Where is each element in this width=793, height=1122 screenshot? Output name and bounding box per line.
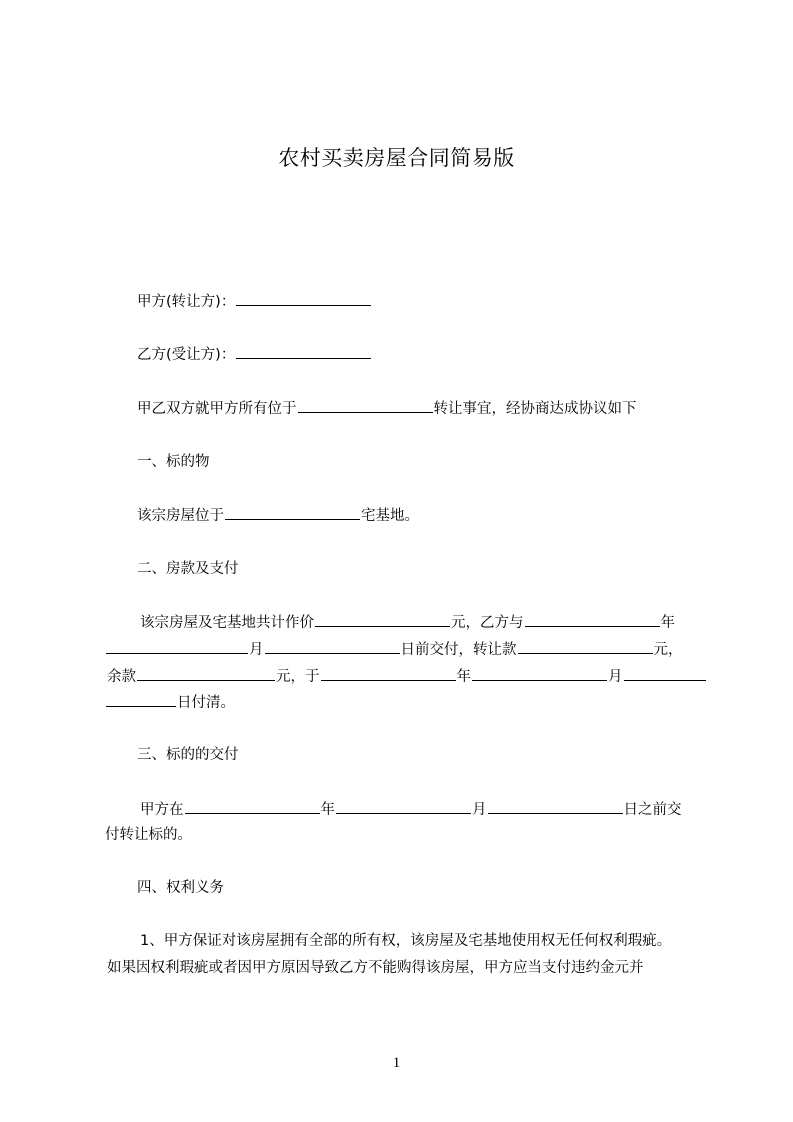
party-b-line: [137, 344, 372, 365]
section2-l3-d: 月: [608, 669, 623, 685]
section2-l3-a: 余款: [107, 669, 136, 685]
section3-heading: 三、标的的交付: [137, 747, 239, 763]
party-b-label: 乙方(受让方)：: [137, 347, 236, 363]
section3-l1-a: 甲方在: [140, 802, 184, 818]
homestead-location-blank[interactable]: [225, 505, 360, 520]
section3-l1-d: 日之前交: [623, 802, 682, 818]
section4-heading: 四、权利义务: [137, 880, 224, 896]
section1-heading: 一、标的物: [137, 454, 210, 470]
delivery-day-blank[interactable]: [488, 799, 623, 814]
section3-line2: 付转让标的。: [105, 827, 192, 843]
section4-item1-line2: 如果因权利瑕疵或者因甲方原因导致乙方不能购得该房屋，甲方应当支付违约金元并: [107, 960, 644, 976]
delivery-year-blank[interactable]: [185, 799, 320, 814]
section2-l3-b: 元，于: [276, 669, 320, 685]
total-price-blank[interactable]: [315, 612, 450, 627]
preamble-after: 转让事宜，经协商达成协议如下: [433, 401, 637, 417]
section3-l1-b: 年: [320, 802, 335, 818]
day-blank-2[interactable]: [624, 666, 706, 681]
section1-text-before: 该宗房屋位于: [137, 508, 224, 524]
section2-l1-c: 年: [660, 615, 675, 631]
party-a-blank[interactable]: [236, 291, 371, 306]
party-b-blank[interactable]: [236, 344, 371, 359]
year-blank-1[interactable]: [525, 612, 660, 627]
balance-amount-blank[interactable]: [137, 666, 275, 681]
section2-l4-a: 日付清。: [177, 695, 235, 711]
section2-line4: [105, 692, 235, 713]
section2-heading: 二、房款及支付: [137, 561, 239, 577]
day-blank-2-cont[interactable]: [106, 692, 176, 707]
transfer-amount-blank[interactable]: [518, 639, 653, 654]
section1-text-after: 宅基地。: [361, 508, 419, 524]
preamble-before: 甲乙双方就甲方所有位于: [137, 401, 297, 417]
section1-text: [137, 505, 419, 526]
section2-l2-a: 月: [249, 642, 264, 658]
party-a-label: 甲方(转让方)：: [137, 294, 236, 310]
preamble-line: [137, 398, 637, 419]
section2-line2: [105, 639, 683, 660]
section2-l1-b: 元，乙方与: [451, 615, 524, 631]
party-a-line: [137, 291, 372, 312]
section2-line3: [107, 666, 707, 687]
year-blank-2[interactable]: [321, 666, 456, 681]
month-blank-1[interactable]: [265, 639, 400, 654]
delivery-month-blank[interactable]: [336, 799, 471, 814]
section3-line1: [140, 799, 682, 820]
section2-l1-a: 该宗房屋及宅基地共计作价: [140, 615, 314, 631]
month-blank-2[interactable]: [472, 666, 607, 681]
property-location-blank[interactable]: [298, 398, 433, 413]
section2-l2-b: 日前交付，转让款: [400, 642, 517, 658]
section3-l1-c: 月: [472, 802, 487, 818]
section2-line1: [140, 612, 675, 633]
section4-item1-line1: 1、甲方保证对该房屋拥有全部的所有权，该房屋及宅基地使用权无任何权利瑕疵。: [140, 933, 672, 949]
document-title: 农村买卖房屋合同简易版: [278, 146, 515, 170]
section2-l2-c: 元，: [653, 642, 683, 658]
section2-l3-c: 年: [456, 669, 471, 685]
page-number: 1: [392, 1055, 401, 1071]
year-blank-1-cont[interactable]: [106, 639, 248, 654]
